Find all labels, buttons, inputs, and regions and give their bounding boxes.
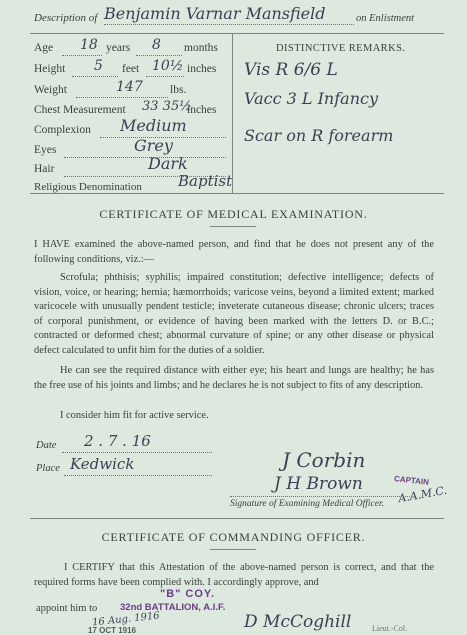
- appoint-label: appoint him to: [36, 603, 98, 614]
- eyes-label: Eyes: [34, 144, 57, 156]
- form-top-rule: [30, 33, 444, 34]
- distinctive-remarks-heading: DISTINCTIVE REMARKS.: [276, 43, 406, 54]
- commanding-title-rule: [210, 549, 256, 550]
- captain-stamp: CAPTAIN: [393, 474, 430, 487]
- religion-value: Baptist: [178, 172, 233, 190]
- chest-value: 33 35½: [142, 99, 192, 114]
- battalion-stamp: 32nd BATTALION, A.I.F.: [120, 602, 226, 613]
- commanding-certificate-title: CERTIFICATE OF COMMANDING OFFICER.: [101, 530, 366, 544]
- medical-fitness: I consider him fit for active service.: [60, 410, 209, 421]
- chest-unit: inches: [187, 104, 217, 116]
- years-label: years: [106, 42, 131, 54]
- form-bottom-rule: [30, 193, 444, 194]
- officer-unit-suffix: A.A.M.C.: [397, 483, 448, 506]
- remark-vaccination: Vacc 3 L Infancy: [244, 89, 378, 108]
- medical-intro: I HAVE examined the above-named person, and find that he does not present any of the following conditions, viz.:—: [34, 239, 434, 265]
- height-feet: 5: [94, 58, 103, 74]
- inches-label: inches: [187, 63, 217, 75]
- age-years: 18: [80, 37, 98, 53]
- commanding-officer-signature: D McCoghill: [244, 612, 352, 632]
- weight-label: Weight: [34, 84, 67, 96]
- commanding-certify: I CERTIFY that this Attestation of the above-named person is correct, and that the required forms have been complied with. I accordingly approve, and: [34, 562, 434, 588]
- description-label: Description of: [34, 12, 98, 24]
- months-label: months: [184, 42, 218, 54]
- height-inches: 10½: [152, 58, 184, 74]
- commanding-officer-rank: Lieut.-Col.: [372, 624, 408, 633]
- enlistment-suffix: on Enlistment: [356, 13, 415, 24]
- remark-scar: Scar on R forearm: [244, 126, 394, 145]
- hair-label: Hair: [34, 163, 55, 175]
- complexion-label: Complexion: [34, 124, 91, 136]
- complexion-value: Medium: [120, 116, 187, 135]
- medical-title-rule: [210, 226, 256, 227]
- chest-label: Chest Measurement: [34, 104, 126, 116]
- feet-label: feet: [122, 63, 140, 75]
- medical-conditions: Scrofula; phthisis; syphilis; impaired constitution; defective intelligence; defects of vision, voice, or hearing; hernia; hæmorrhoids; varicose veins, beyond a limited extent; marked varicocele with unusually pendent testicle; inveterate cutaneous disease; chronic ulcers; traces of corporal punishment, or evidence of having been marked with the letters D. or B.C.; contracted or deformed chest; abnormal curvature of spine; or any other disease or physical defect calculated to unfit him for the duties of a soldier.: [34, 272, 434, 356]
- age-months: 8: [152, 37, 161, 53]
- age-label: Age: [34, 42, 54, 54]
- medical-officer-signature-2: J H Brown: [274, 474, 363, 494]
- eyes-value: Grey: [134, 136, 173, 155]
- religion-label: Religious Denomination: [34, 181, 142, 193]
- place-value: Kedwick: [70, 455, 135, 473]
- medical-certificate-title: CERTIFICATE OF MEDICAL EXAMINATION.: [99, 207, 368, 221]
- date-value: 2 . 7 . 16: [84, 432, 151, 450]
- remark-vision: Vis R 6/6 L: [244, 60, 338, 80]
- lbs-label: lbs.: [170, 84, 187, 96]
- form-column-divider: [232, 33, 233, 193]
- coy-stamp: "B" COY.: [160, 588, 216, 600]
- weight-value: 147: [116, 79, 143, 95]
- height-label: Height: [34, 63, 66, 75]
- hair-value: Dark: [148, 154, 188, 173]
- date-stamp: 17 OCT 1916: [88, 626, 137, 635]
- place-label: Place: [36, 463, 60, 474]
- medical-officer-signature: J Corbin: [282, 448, 366, 472]
- date-label: Date: [36, 440, 57, 451]
- soldier-name: Benjamin Varnar Mansfield: [104, 4, 326, 23]
- medical-officer-signature-label: Signature of Examining Medical Officer.: [230, 499, 384, 509]
- appoint-date: 16 Aug. 1916: [91, 610, 161, 629]
- commanding-top-rule: [30, 518, 444, 519]
- medical-sight: He can see the required distance with either eye; his heart and lungs are healthy; he has the free use of his joints and limbs; and he declares he is not subject to fits of any description.: [34, 365, 434, 391]
